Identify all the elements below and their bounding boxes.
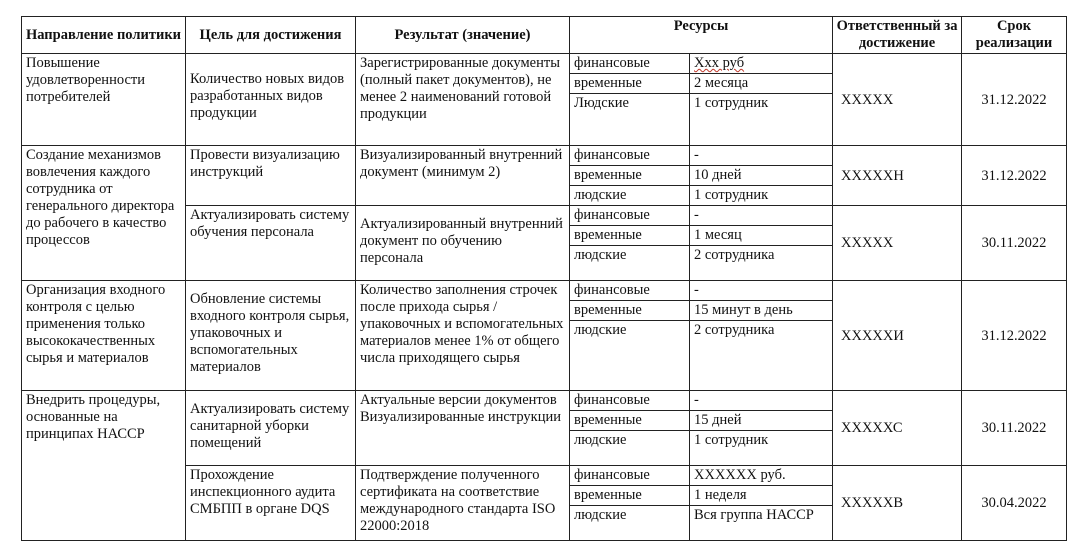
- resource-type: финансовые: [570, 466, 690, 486]
- resource-value: ХХХХХХ руб.: [690, 466, 833, 486]
- resource-type: людские: [570, 246, 690, 281]
- resource-type: людские: [570, 506, 690, 541]
- header-direction: Направление политики: [22, 17, 186, 54]
- resource-type: финансовые: [570, 206, 690, 226]
- deadline-cell: 31.12.2022: [962, 54, 1067, 146]
- header-responsible: Ответственный за достижение: [833, 17, 962, 54]
- resource-value: 15 минут в день: [690, 301, 833, 321]
- deadline-cell: 31.12.2022: [962, 146, 1067, 206]
- deadline-cell: 30.11.2022: [962, 206, 1067, 281]
- resource-value: 10 дней: [690, 166, 833, 186]
- resource-type: финансовые: [570, 54, 690, 74]
- resource-type: временные: [570, 486, 690, 506]
- header-result: Результат (значение): [356, 17, 570, 54]
- resource-value: 1 месяц: [690, 226, 833, 246]
- responsible-cell: ХХХХХ: [833, 54, 962, 146]
- responsible-cell: ХХХХХВ: [833, 466, 962, 541]
- resource-type: временные: [570, 301, 690, 321]
- resource-type: временные: [570, 411, 690, 431]
- resource-value: 2 месяца: [690, 74, 833, 94]
- resource-type: людские: [570, 431, 690, 466]
- goal-cell: Количество новых видов разработанных видов продукции: [186, 54, 356, 146]
- resource-type: людские: [570, 186, 690, 206]
- resource-value: Вся группа НАССР: [690, 506, 833, 541]
- deadline-cell: 30.04.2022: [962, 466, 1067, 541]
- goal-cell: Обновление системы входного контроля сырья, упаковочных и вспомогательных материалов: [186, 281, 356, 391]
- table-row: [22, 146, 1067, 166]
- resource-type: временные: [570, 226, 690, 246]
- responsible-cell: ХХХХХН: [833, 146, 962, 206]
- resource-value: -: [690, 206, 833, 226]
- goal-cell: Актуализировать систему санитарной уборки помещений: [186, 391, 356, 466]
- responsible-cell: ХХХХХ: [833, 206, 962, 281]
- result-cell: Визуализированный внутренний документ (минимум 2): [356, 146, 570, 206]
- resource-value: Ххх руб: [694, 55, 745, 71]
- direction-cell: Повышение удовлетворенности потребителей: [22, 54, 186, 146]
- resource-type: финансовые: [570, 146, 690, 166]
- result-cell: Актуализированный внутренний документ по обучению персонала: [356, 206, 570, 281]
- deadline-cell: 30.11.2022: [962, 391, 1067, 466]
- resource-value: 15 дней: [690, 411, 833, 431]
- table-row: [22, 54, 1067, 74]
- resource-value: 1 сотрудник: [690, 186, 833, 206]
- direction-cell: Организация входного контроля с целью применения только высококачественных сырья и материалов: [22, 281, 186, 391]
- resource-type: временные: [570, 166, 690, 186]
- result-cell: Подтверждение полученного сертификата на соответствие международного стандарта ISO 22000:2018: [356, 466, 570, 541]
- responsible-cell: ХХХХХС: [833, 391, 962, 466]
- result-cell: Актуальные версии документов Визуализированные инструкции: [356, 391, 570, 466]
- header-deadline: Срок реализации: [962, 17, 1067, 54]
- resource-value: 1 неделя: [690, 486, 833, 506]
- resource-type: временные: [570, 74, 690, 94]
- goal-cell: Прохождение инспекционного аудита СМБПП в органе DQS: [186, 466, 356, 541]
- resource-value: -: [690, 146, 833, 166]
- goal-cell: Актуализировать систему обучения персонала: [186, 206, 356, 281]
- resource-value: 1 сотрудник: [690, 431, 833, 466]
- responsible-cell: ХХХХХИ: [833, 281, 962, 391]
- resource-value: 2 сотрудника: [690, 246, 833, 281]
- table-row: [22, 391, 1067, 411]
- resource-value: -: [690, 391, 833, 411]
- resource-value: -: [690, 281, 833, 301]
- direction-cell: Внедрить процедуры, основанные на принципах НАССР: [22, 391, 186, 541]
- goal-cell: Провести визуализацию инструкций: [186, 146, 356, 206]
- deadline-cell: 31.12.2022: [962, 281, 1067, 391]
- header-resources: Ресурсы: [570, 17, 833, 54]
- resource-value: 2 сотрудника: [690, 321, 833, 391]
- result-cell: Зарегистрированные документы (полный пакет документов), не менее 2 наименований готовой продукции: [356, 54, 570, 146]
- resource-type: Людские: [570, 94, 690, 146]
- resource-type: финансовые: [570, 281, 690, 301]
- table-row: [22, 281, 1067, 301]
- resource-value: 1 сотрудник: [690, 94, 833, 146]
- header-goal: Цель для достижения: [186, 17, 356, 54]
- direction-cell: Создание механизмов вовлечения каждого сотрудника от генерального директора до рабочего в качество процессов: [22, 146, 186, 281]
- resource-type: финансовые: [570, 391, 690, 411]
- resource-type: людские: [570, 321, 690, 391]
- policy-goals-table: [21, 16, 1067, 541]
- result-cell: Количество заполнения строчек после прихода сырья / упаковочных и вспомогательных материалов менее 1% от общего числа приходящего сырья: [356, 281, 570, 391]
